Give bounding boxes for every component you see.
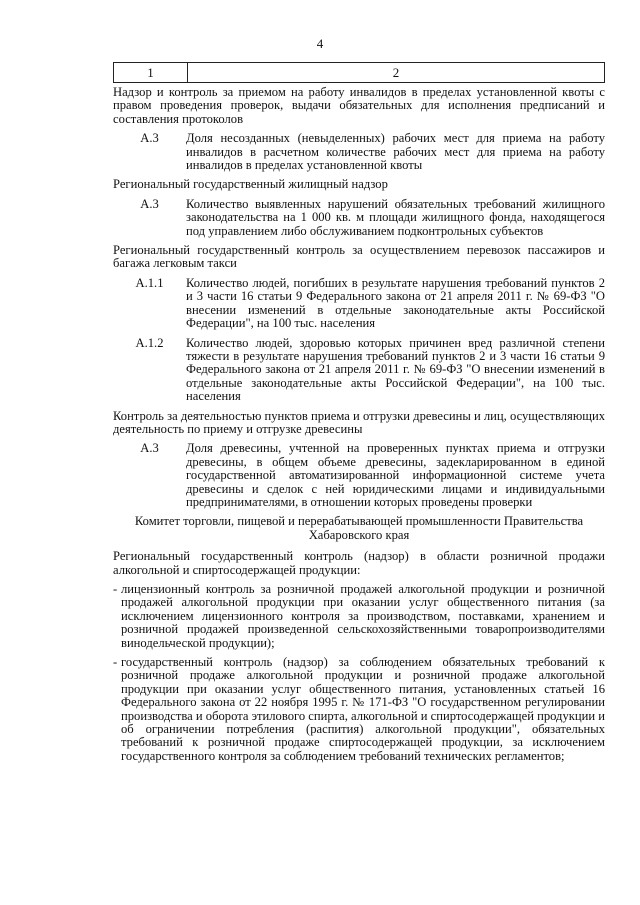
- page-number: 4: [316, 36, 324, 51]
- indicator-code: А.1.2: [135, 335, 164, 350]
- indicator-row: [113, 277, 605, 331]
- section-heading: Региональный государственный контроль за осуществлением перевозок пассажиров и багажа легковым такси: [113, 243, 605, 271]
- indicator-row: [113, 442, 605, 509]
- indicator-row: [113, 198, 605, 238]
- list-item: [113, 656, 605, 763]
- list-dash: -: [113, 655, 118, 670]
- indicator-text: Количество людей, здоровью которых причинен вред различной степени тяжести в результате нарушения требований пунктов 2 и 3 части 16 статьи 9 Федерального закона от 21 апреля 2011 г. № 69-ФЗ "О внесении изменений в отдельные законодательные акты Российской Федерации", на 100 тыс. населения: [186, 335, 605, 404]
- column-number-1: 1: [114, 63, 188, 82]
- section-heading: Региональный государственный жилищный надзор: [113, 177, 388, 192]
- list-item-text: государственный контроль (надзор) за соблюдением обязательных требований к розничной продаже алкогольной продукции и розничной продаже алкогольной продукции при оказании услуг общественного питания, установленных статьей 16 Федерального закона от 22 ноября 1995 г. № 171-ФЗ "О государственном регулировании производства и оборота этилового спирта, алкогольной и спиртосодержащей продукции и об ограничении потребления (распития) алкогольной продукции", обязательных требований к розничной продаже спиртосодержащей продукции, за исключением государственного контроля за соблюдением требований технических регламентов;: [121, 655, 605, 763]
- section-heading: Региональный государственный контроль (надзор) в области розничной продажи алкогольной и спиртосодержащей продукции:: [113, 549, 605, 577]
- authority-heading: Комитет торговли, пищевой и перерабатывающей промышленности Правительства Хабаровского края: [134, 514, 584, 542]
- indicator-row: [113, 132, 605, 172]
- section-heading: Надзор и контроль за приемом на работу инвалидов в пределах установленной квоты с правом проведения проверок, выдачи обязательных для исполнения предписаний и составления протоколов: [113, 85, 605, 126]
- indicator-text: Доля несозданных (невыделенных) рабочих мест для приема на работу инвалидов в расчетном количестве рабочих мест для приема на работу инвалидов в пределах установленной квоты: [186, 131, 605, 173]
- indicator-text: Количество выявленных нарушений обязательных требований жилищного законодательства на 1 000 кв. м площади жилищного фонда, находящегося под управлением либо обслуживанием подконтрольных субъектов: [186, 196, 605, 238]
- indicator-code: А.1.1: [135, 275, 164, 290]
- list-dash: -: [113, 582, 118, 596]
- column-number-2: 2: [392, 65, 400, 80]
- indicator-text: Количество людей, погибших в результате нарушения требований пунктов 2 и 3 части 16 статьи 9 Федерального закона от 21 апреля 2011 г. № 69-ФЗ "О внесении изменений в отдельные законодательные акты Российской Федерации", на 100 тыс. населения: [186, 275, 605, 331]
- table-column-header: [113, 62, 605, 83]
- document-content: [113, 86, 605, 769]
- indicator-code: А.3: [140, 131, 159, 146]
- list-item-text: лицензионный контроль за розничной продажей алкогольной продукции и розничной продажей алкогольной продукции при оказании услуг общественного питания (за исключением лицензионного контроля за производством, поставками, хранением и розничной продажей произведенной сельскохозяйственными товаропроизводителями винодельческой продукции);: [121, 582, 605, 650]
- indicator-code: А.3: [140, 196, 159, 211]
- indicator-row: [113, 337, 605, 404]
- indicator-text: Доля древесины, учтенной на проверенных пунктах приема и отгрузки древесины, в общем объеме древесины, задекларированном в единой государственной автоматизированной информационной системе учета древесины и сделок с ней юридическими лицами и индивидуальными предпринимателями, в отношении которых проведены проверки: [186, 441, 605, 509]
- list-item: [113, 583, 605, 650]
- section-heading: Контроль за деятельностью пунктов приема и отгрузки древесины и лиц, осуществляющих деятельность по приему и отгрузке древесины: [113, 408, 605, 436]
- indicator-code: А.3: [140, 441, 159, 456]
